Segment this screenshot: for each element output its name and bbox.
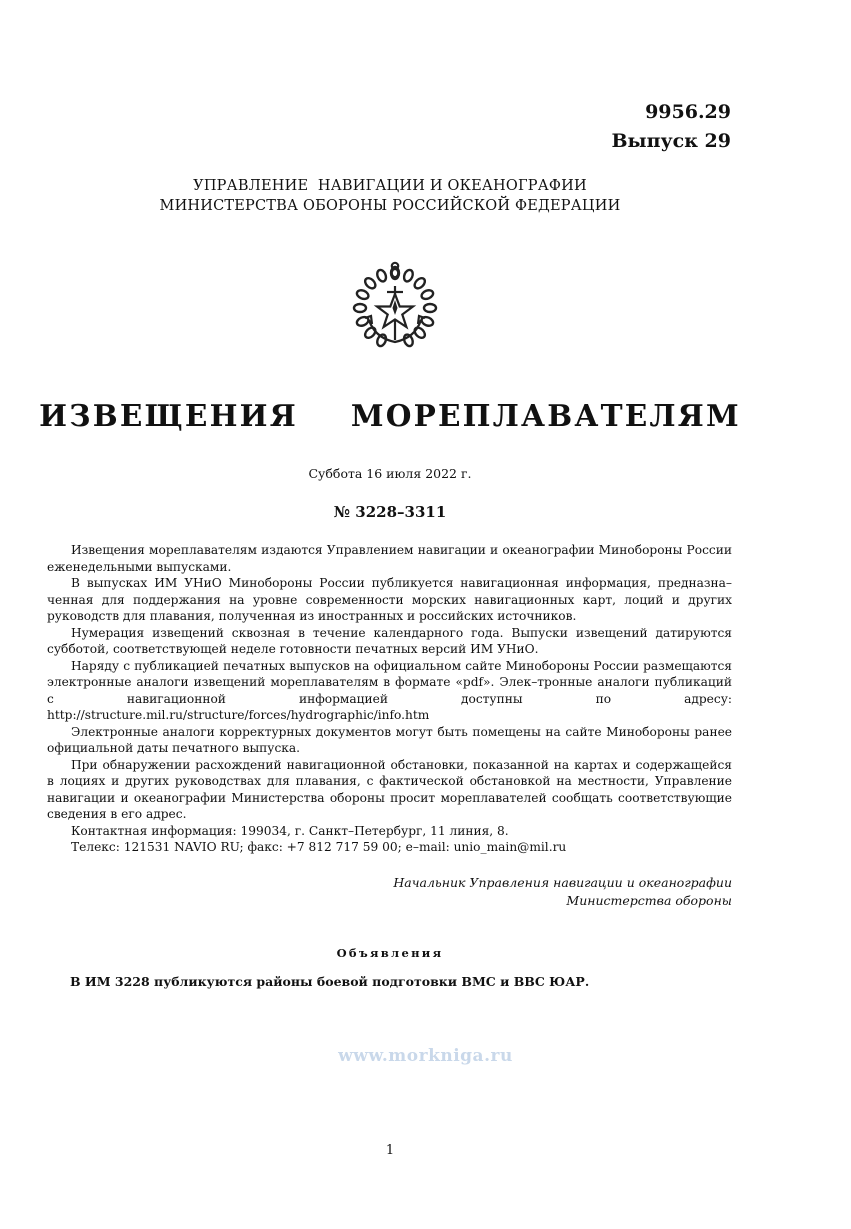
signature-line-2: Министерства обороны bbox=[566, 893, 732, 908]
paragraph: Наряду с публикацией печатных выпусков на официальном сайте Минобороны России размещаются электронные аналоги извещений мореплавателям в формате «pdf». Элек–тронные аналоги публикаций с навигационной информацией доступны по адресу: http://structure.mil.ru/structure/forces/hydrographic/info.htm bbox=[47, 658, 732, 722]
document-header bbox=[611, 98, 731, 156]
paragraph: Извещения мореплавателям издаются Управлением навигации и океанографии Минобороны России еженедельными выпусками. bbox=[47, 543, 732, 574]
document-title: ИЗВЕЩЕНИЯ МОРЕПЛАВАТЕЛЯМ bbox=[39, 398, 741, 433]
paragraph: Электронные аналоги корректурных документов могут быть помещены на сайте Минобороны ранее официальной даты печатного выпуска. bbox=[47, 724, 732, 755]
announcement-text: В ИМ 3228 публикуются районы боевой подготовки ВМС и ВВС ЮАР. bbox=[70, 974, 590, 989]
paragraph: При обнаружении расхождений навигационной обстановки, показанной на картах и содержащейся в лоциях и других руководствах для плавания, с фактической обстановкой на местности, Управление навигации и океанографии Министерства обороны просит мореплавателей сообщать соответствующие сведения в его адрес. bbox=[47, 757, 732, 821]
issue-number: Выпуск 29 bbox=[611, 130, 731, 152]
contact-telex-fax-email: Телекс: 121531 NAVIO RU; факс: +7 812 717 59 00; e–mail: unio_main@mil.ru bbox=[71, 840, 567, 854]
notice-range: № 3228–3311 bbox=[333, 503, 447, 521]
watermark: www.morkniga.ru bbox=[338, 1046, 513, 1066]
document-number: 9956.29 bbox=[645, 101, 731, 123]
contact-address: Контактная информация: 199034, г. Санкт–Петербург, 11 линия, 8. bbox=[71, 823, 509, 838]
paragraph: В выпусках ИМ УНиО Минобороны России публикуется навигационная информация, предназна–ченная для поддержания на уровне современности морских навигационных карт, лоций и других руководств для плавания, полученная из иностранных и российских источников. bbox=[47, 576, 732, 623]
page-number: 1 bbox=[385, 1143, 395, 1158]
organization-name bbox=[0, 176, 780, 216]
announcements-heading: Объявления bbox=[336, 946, 444, 960]
issue-date: Суббота 16 июля 2022 г. bbox=[308, 466, 472, 481]
signature-block bbox=[393, 874, 732, 910]
organization-line-2: МИНИСТЕРСТВА ОБОРОНЫ РОССИЙСКОЙ ФЕДЕРАЦИИ bbox=[159, 198, 621, 214]
paragraph: Нумерация извещений сквозная в течение календарного года. Выпуски извещений датируются субботой, соответствующей неделе готовности печатных версий ИМ УНиО. bbox=[47, 625, 732, 656]
intro-text bbox=[47, 542, 732, 856]
navy-anchor-star-emblem-icon bbox=[345, 258, 445, 358]
organization-line-1: УПРАВЛЕНИЕ НАВИГАЦИИ И ОКЕАНОГРАФИИ bbox=[193, 178, 587, 194]
signature-line-1: Начальник Управления навигации и океанографии bbox=[393, 875, 732, 890]
